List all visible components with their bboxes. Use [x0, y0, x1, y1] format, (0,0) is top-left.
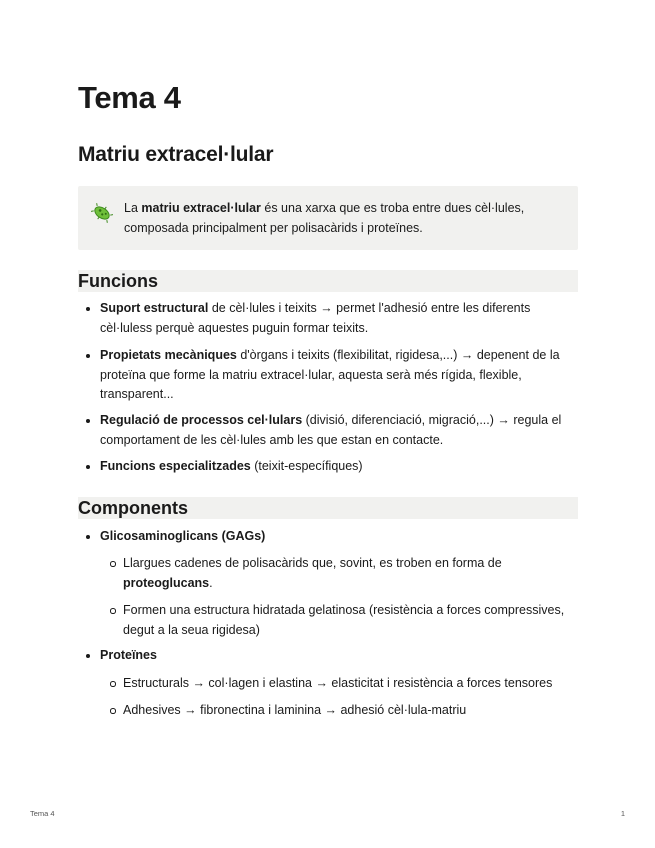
sub-list-item: Formen una estructura hidratada gelatinosa (resistència a forces compressives, degut a la seua rigidesa)	[123, 601, 578, 640]
definition-callout	[78, 186, 578, 250]
bacteria-icon	[91, 202, 113, 224]
list-item-proteines: Proteïnes	[100, 646, 578, 666]
list-item: Propietats mecàniques d'òrgans i teixits (flexibilitat, rigidesa,...) → depenent de la proteïna que forme la matriu extracel·lular, aquesta serà més rígida, flexible, transparent...	[100, 346, 578, 405]
section-heading-funcions: Funcions	[78, 270, 578, 292]
page-subtitle: Matriu extracel·lular	[78, 143, 274, 166]
sub-list-item: Adhesives → fibronectina i laminina → adhesió cèl·lula-matriu	[123, 701, 578, 721]
list-item-gags: Glicosaminoglicans (GAGs)	[100, 527, 578, 547]
sub-list-item: Llargues cadenes de polisacàrids que, sovint, es troben en forma de proteoglucans.	[123, 554, 578, 593]
callout-text: La matriu extracel·lular és una xarxa que es troba entre dues cèl·lules, composada principalment per polisacàrids i proteïnes.	[124, 201, 525, 235]
sub-list-item: Estructurals → col·lagen i elastina → elasticitat i resistència a forces tensores	[123, 674, 578, 694]
footer-page-number: 1	[620, 809, 625, 818]
footer-title: Tema 4	[30, 809, 55, 818]
page-title: Tema 4	[78, 80, 181, 115]
list-item: Funcions especialitzades (teixit-específiques)	[100, 457, 578, 477]
list-item: Suport estructural de cèl·lules i teixits → permet l'adhesió entre les diferents cèl·luless perquè aquestes puguin formar teixits.	[100, 299, 578, 338]
list-item: Regulació de processos cel·lulars (divisió, diferenciació, migració,...) → regula el comportament de les cèl·lules amb les que estan en contacte.	[100, 411, 578, 450]
section-heading-components: Components	[78, 497, 578, 519]
